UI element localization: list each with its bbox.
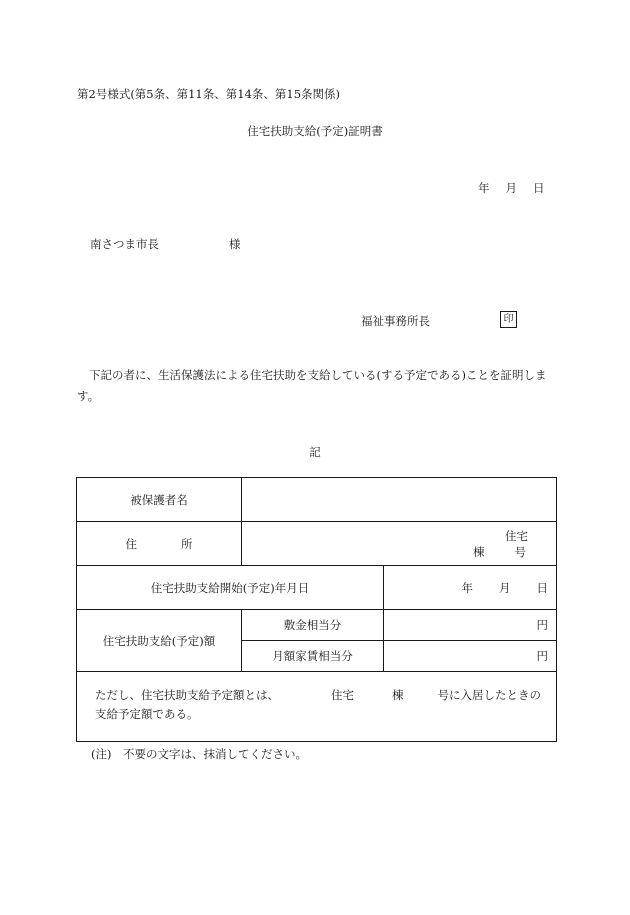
recipient-label: 被保護者名 — [77, 478, 242, 522]
note-row — [77, 672, 557, 742]
address-label — [77, 522, 242, 566]
address-tou: 棟 — [473, 545, 485, 559]
address-label-a: 住 — [125, 536, 137, 551]
deposit-row — [77, 610, 557, 641]
deposit-label: 敷金相当分 — [242, 610, 384, 641]
note-jutaku: 住宅 — [331, 688, 354, 702]
month-label: 月 — [505, 181, 517, 195]
recipient-row — [77, 478, 557, 522]
deposit-unit: 円 — [384, 610, 557, 641]
note-tou: 棟 — [392, 688, 404, 702]
address-gou: 号 — [514, 545, 526, 559]
year-label: 年 — [478, 181, 490, 195]
ki-heading: 記 — [309, 445, 321, 459]
address-tou-gou — [473, 544, 526, 560]
recipient-value — [242, 478, 557, 522]
issuer-name: 福祉事務所長 — [361, 314, 430, 328]
start-date-value — [384, 566, 557, 610]
addressee-honorific: 様 — [229, 237, 241, 251]
start-month-label: 月 — [499, 580, 511, 595]
note-cell — [77, 672, 557, 742]
day-label: 日 — [533, 181, 545, 195]
address-label-b: 所 — [181, 536, 193, 551]
certificate-table — [76, 477, 557, 742]
address-row — [77, 522, 557, 566]
address-value — [242, 522, 557, 566]
amount-label: 住宅扶助支給(予定)額 — [77, 610, 242, 672]
document-title: 住宅扶助支給(予定)証明書 — [247, 124, 383, 138]
start-date-row — [77, 566, 557, 610]
form-number: 第2号様式(第5条、第11条、第14条、第15条関係) — [77, 87, 341, 101]
note-part2: 号に入居したときの支給予定額である。 — [95, 688, 541, 721]
certification-text: 下記の者に、生活保護法による住宅扶助を支給している(する予定である)ことを証明します。 — [77, 368, 547, 403]
address-jutaku: 住宅 — [505, 529, 528, 543]
seal-mark: 印 — [500, 311, 517, 328]
start-year-label: 年 — [461, 580, 473, 595]
addressee-name: 南さつま市長 — [90, 237, 159, 251]
note-part1: ただし、住宅扶助支給予定額とは、 — [95, 688, 279, 702]
footnote: (注) 不要の文字は、抹消してください。 — [91, 747, 307, 761]
issue-date — [478, 180, 545, 196]
start-day-label: 日 — [536, 580, 548, 595]
addressee — [90, 236, 241, 252]
rent-unit: 円 — [384, 641, 557, 672]
rent-label: 月額家賃相当分 — [242, 641, 384, 672]
start-date-label: 住宅扶助支給開始(予定)年月日 — [77, 566, 384, 610]
